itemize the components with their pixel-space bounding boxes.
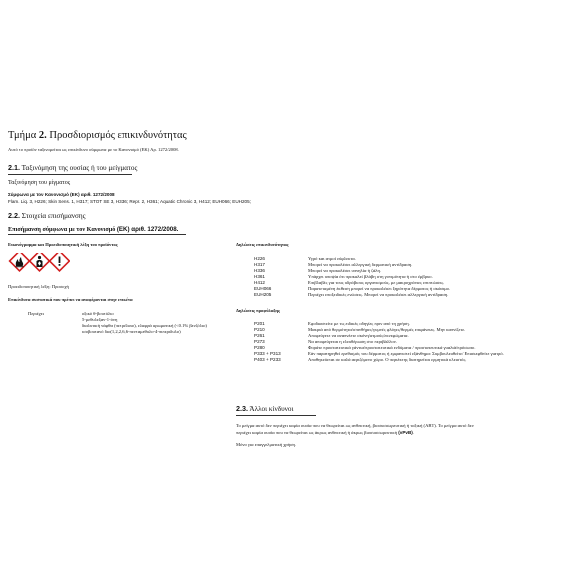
precaution-code: P333 + P313 bbox=[254, 351, 281, 356]
signal-word: Προειδοποιητική λέξη: Προσοχή bbox=[8, 284, 69, 289]
precaution-text: Εφοδιαστείτε με τις ειδικές οδηγίες πριν από τη χρήση. bbox=[308, 321, 410, 326]
list-item: ισοβουτανό διο(1,2,2,6,6-πενταμεθυλο-4-πιπεριδυλο) bbox=[82, 329, 181, 334]
heading-2-1: 2.1. Ταξινόμηση της ουσίας ή του μείγματος bbox=[8, 163, 138, 172]
hazard-code: H226 bbox=[254, 256, 265, 261]
hazard-text: Υπάρχει υποψία ότι προκαλεί βλάβη στη γονιμότητα ή στο έμβρυο. bbox=[308, 274, 433, 279]
pictograms-heading: Εικονόγραμμα και Προειδοποιητική λέξη του προϊόντος bbox=[8, 242, 118, 247]
components-label: Περιέχει bbox=[28, 311, 44, 316]
precaution-text: Εάν παρατηρηθεί ερεθισμός του δέρματος ή εμφανιστεί εξάνθημα: Συμβουλευθείτε/ Επισκεφθείτε γιατρό. bbox=[308, 351, 504, 356]
hazard-code: H317 bbox=[254, 262, 265, 267]
precaution-code: P210 bbox=[254, 327, 265, 332]
precaution-text: Να αποφεύγεται η ελευθέρωση στο περιβάλλον. bbox=[308, 339, 397, 344]
label-heading: Επισήμανση σύμφωνα με τον Κανονισμό (ΕΚ) αριθ. 1272/2008. bbox=[8, 226, 179, 233]
other-hazards-line: περιέχει καμία ουσία που να θεωρείται ως άκρως ανθεκτική ή άκρως βιοσυσσωρευτική (vPvB). bbox=[236, 430, 414, 435]
section-title: Τμήμα 2. Προσδιορισμός επικινδυνότητας bbox=[8, 130, 187, 141]
precaution-code: P273 bbox=[254, 339, 265, 344]
precaution-code: P280 bbox=[254, 345, 265, 350]
hazard-text: Μπορεί να προκαλέσει αλλεργική δερματική αντίδραση. bbox=[308, 262, 413, 267]
list-item: διαλυτική νάφθα (πετρέλαιο), ελαφρά αρωματική (<0.1% βενζόλιο) bbox=[82, 323, 207, 328]
list-item: 5-μεθυλεξαν-1-όνη bbox=[82, 317, 118, 322]
hazard-pictograms bbox=[8, 253, 70, 275]
precaution-heading: Δηλώσεις προφύλαξης bbox=[236, 308, 280, 313]
precaution-code: P201 bbox=[254, 321, 265, 326]
heading-2-3: 2.3. Άλλοι κίνδυνοι bbox=[236, 404, 294, 413]
components-heading: Επικίνδυνα συστατικά που πρέπει να αναφέρονται στην ετικέτα bbox=[8, 297, 133, 302]
hazard-code: EUH066 bbox=[254, 286, 272, 291]
hazard-heading: Δηλώσεις επικινδυνότητας bbox=[236, 242, 289, 247]
health-hazard-icon bbox=[30, 253, 50, 271]
hazard-text: Υγρό και ατμοί εύφλεκτα. bbox=[308, 256, 356, 261]
divider bbox=[8, 234, 186, 235]
divider bbox=[8, 174, 132, 175]
hazard-code: H412 bbox=[254, 280, 265, 285]
other-hazards-line: Το μείγμα αυτό δεν περιέχει καμία ουσία που να θεωρείται ως ανθεκτική, βιοσυσσωρευτική ή τοξική (ΑΒΤ). Το μείγμα αυτό δεν bbox=[236, 423, 474, 428]
hazard-text: Επιβλαβές για τους υδρόβιους οργανισμούς, με μακροχρόνιες επιπτώσεις. bbox=[308, 280, 445, 285]
section-intro: Αυτό το προϊόν ταξινομείται ως επικίνδυνο σύμφωνα με το Κανονισμό (ΕΚ) Αρ. 1272/2008. bbox=[8, 147, 179, 152]
regulation-reference: Σύμφωνα με τον Κανονισμό (ΕΚ) αριθ. 1272/2008 bbox=[8, 192, 115, 197]
hazard-text: Μπορεί να προκαλέσει υπνηλία ή ζάλη. bbox=[308, 268, 381, 273]
precaution-code: P261 bbox=[254, 333, 265, 338]
hazard-text: Περιέχει εποξειδικές ενώσεις. Μπορεί να προκαλέσει αλλεργική αντίδραση. bbox=[308, 292, 449, 297]
hazard-code: EUH205 bbox=[254, 292, 272, 297]
professional-use-note: Μόνο για επαγγελματική χρήση. bbox=[236, 442, 297, 447]
divider bbox=[236, 415, 316, 416]
hazard-code: H361 bbox=[254, 274, 265, 279]
flame-icon bbox=[10, 253, 30, 271]
precaution-text: Αποθηκεύεται σε καλά αεριζόμενο χώρο. Ο περιέκτης διατηρείται ερμητικά κλειστός. bbox=[308, 357, 467, 362]
hazard-text: Παρατεταμένη έκθεση μπορεί να προκαλέσει ξηρότητα δέρματος ή σκάσιμο. bbox=[308, 286, 451, 291]
hazard-code: H336 bbox=[254, 268, 265, 273]
heading-2-2: 2.2. Στοιχεία επισήμανσης bbox=[8, 211, 86, 220]
list-item: οξικό θ-βουτύλιο bbox=[82, 311, 114, 316]
classification-text: Flam. Liq. 3, H226; Skin Sens. 1, H317; STOT SE 3, H336; Repr. 2, H361; Aquatic Chronic 3, H412; EUH066; EUH205; bbox=[8, 199, 251, 204]
precaution-text: Αποφεύγετε να αναπνέετε σκόνη/ατμούς/εκνεφώματα. bbox=[308, 333, 409, 338]
precaution-text: Φοράτε προστατευτικά γάντια/προστατευτικά ενδύματα / προστατευτικά γυαλιά/πρόσωπο. bbox=[308, 345, 476, 350]
precaution-code: P403 + P233 bbox=[254, 357, 281, 362]
exclamation-icon bbox=[50, 253, 70, 271]
classification-subtitle: Ταξινόμηση του μίγματος bbox=[8, 180, 71, 186]
precaution-text: Μακριά από θερμότητα/σπινθήρες/γυμνές φλόγες/θερμές επιφάνειες. Μην καπνίζετε. bbox=[308, 327, 466, 332]
